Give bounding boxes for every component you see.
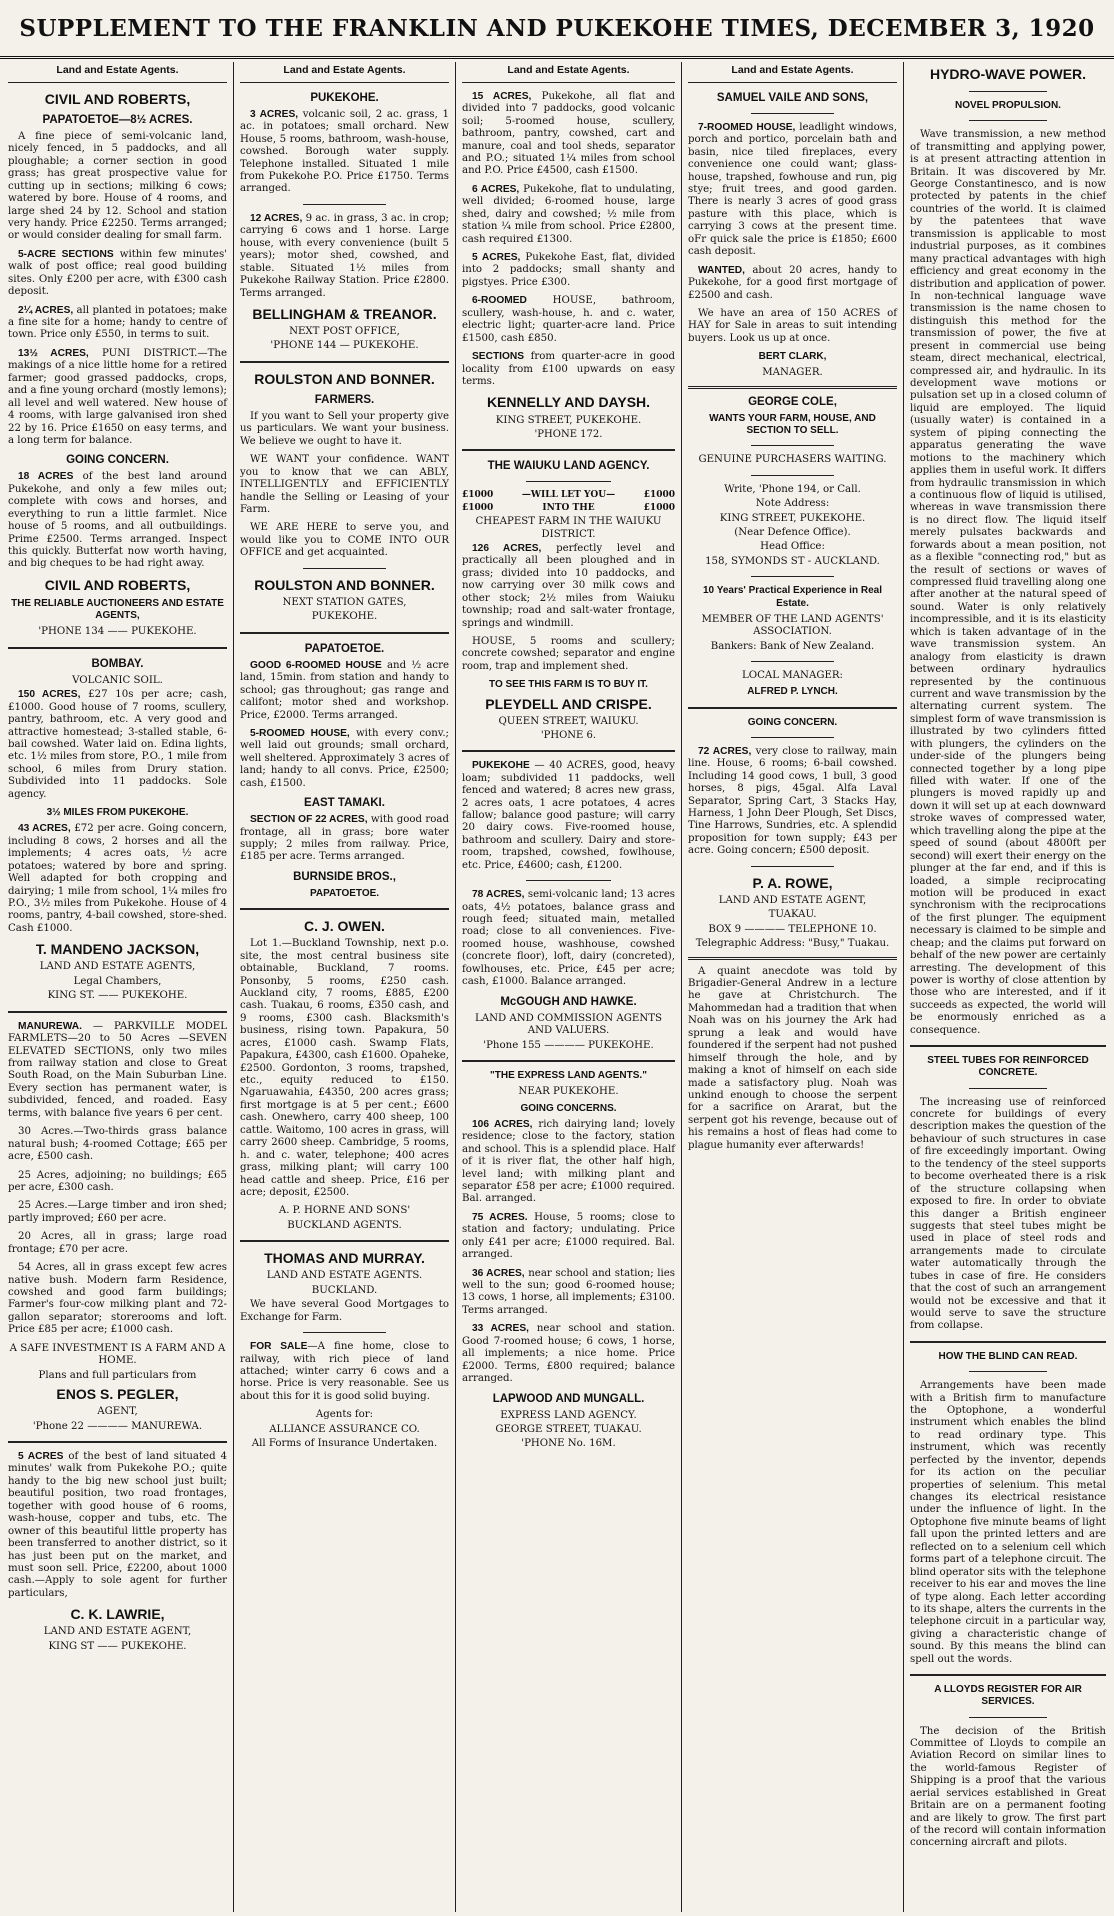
firm-tagline: EXPRESS LAND AGENCY. (500, 1409, 637, 1421)
divider (969, 91, 1047, 92)
ad-lead: 13½ ACRES, (18, 347, 89, 359)
pleydell-ad (462, 459, 675, 742)
ad-text: from quarter-acre in good locality from £100 upwards on easy terms. (462, 351, 675, 387)
ad-paragraph (8, 689, 227, 801)
firm-tagline: Legal Chambers, (73, 975, 162, 987)
column-5 (904, 62, 1112, 1912)
article-title: A LLOYDS REGISTER FOR AIR SERVICES. (934, 1684, 1082, 1708)
ad-lead: 12 ACRES, (250, 212, 303, 224)
ad-lead: 6-ROOMED (472, 295, 527, 307)
ad-text: PUNI DISTRICT.—The makings of a nice little home for a retired farmer; good grassed paddocks, crops, and a fine young orchard (mostly lemons); all level and well watered. New house of 4 rooms, with large galvanised iron shed 22 by 16. Price £1650 on easy terms, and a long term for balance. (8, 347, 227, 446)
firm-tagline: LAND AND ESTATE AGENTS, (39, 961, 196, 973)
ad-paragraph (462, 1119, 675, 1206)
ad-paragraph: A fine piece of semi-volcanic land, nicely fenced, in 5 paddocks, and all ploughable; a corner section in good grass; has great prospective value for cutting up in sections; milking 6 cows; watered by bore. House of 4 rooms, and large shed 24 by 12. School and station very handy. Price £2250. Terms arranged; or would consider dealing for small farm. (8, 130, 227, 242)
ad-paragraph (8, 823, 227, 935)
rowe-ad (688, 717, 897, 951)
manager-name: BERT CLARK, (758, 351, 827, 363)
ad-paragraph (240, 814, 449, 864)
firm-name: CIVIL AND ROBERTS, (44, 90, 191, 107)
article-title: HYDRO-WAVE POWER. (929, 66, 1087, 82)
ad-subheading: GOING CONCERNS. (520, 1102, 617, 1114)
firm-phone: 'PHONE 144 — PUKEKOHE. (270, 340, 419, 352)
amount-row (462, 503, 675, 514)
firm-tagline: LAND AND ESTATE AGENT, (718, 894, 867, 906)
divider (8, 1441, 227, 1443)
firm-phone: 'PHONE 6. (540, 730, 597, 742)
ad-lead: 2¼ ACRES, (18, 304, 74, 316)
firm-name: LAPWOOD AND MUNGALL. (492, 1392, 645, 1405)
ad-slogan: GENUINE PURCHASERS WAITING. (698, 454, 887, 466)
divider (969, 1088, 1047, 1089)
ad-lead: 3 ACRES, (250, 108, 299, 120)
cole-ad (688, 395, 897, 699)
firm-name: A. P. HORNE AND SONS' (278, 1205, 411, 1217)
ad-paragraph (462, 295, 675, 345)
firm-address: KING ST —— PUKEKOHE. (48, 1640, 187, 1652)
ad-lead: MANUREWA. (18, 1020, 82, 1032)
ad-lead: 78 ACRES, (472, 889, 525, 901)
ad-subheading: FARMERS. (314, 393, 375, 406)
ad-text: —A fine home, close to railway, with rich piece of land attached; winter carry 6 cows and a horse. Price is very reasonable. See us about this for it is good solid buying. (240, 1341, 449, 1402)
ad-text: leadlight windows, porch and portico, porcelain bath and basin, nice tiled fireplaces, every convenience one could want; glass-house, trapshed, fowhouse and run, pig stye; fruit trees, and good garden. There is nearly 3 acres of good grass pasture with this place, which is carrying 3 cows at the present time. oFr quick sale the price is £1850; £600 cash deposit. (688, 121, 897, 258)
ad-paragraph (462, 91, 675, 178)
firm-name: T. MANDENO JACKSON, (35, 941, 200, 958)
ad-paragraph: 54 Acres, all in grass except few acres native bush. Modern farm Residence, cowshed and good farm buildings; Farmer's four-cow milking plant and 72-gallon separator; storerooms and loft. Price £85 per acre; £1000 cash. (8, 1262, 227, 1336)
divider (910, 1674, 1106, 1676)
ad-text: with every conv.; well laid out grounds; small orchard, well sheltered. Approximately 3 acres of land; handy to all convs. Price, £2500; cash, £1500. (240, 727, 449, 789)
ad-paragraph (462, 1212, 675, 1262)
ad-subheading: PAPATOETOE. (304, 642, 385, 655)
ad-text: and ½ acre land, 15min. from station and handy to school; gas throughout; gas range and califont; motor shed and workshop. Price, £2000. Terms arranged. (240, 659, 449, 721)
divider (8, 1011, 227, 1013)
firm-name: PLEYDELL AND CRISPE. (485, 695, 652, 712)
firm-address: KING ST. —— PUKEKOHE. (47, 990, 188, 1002)
ad-subheading: 3½ MILES FROM PUKEKOHE. (46, 807, 189, 819)
thomas-murray-ad (240, 1250, 449, 1450)
ad-subheading: "THE EXPRESS LAND AGENTS." (490, 1069, 647, 1081)
firm-phone: Telegraphic Address: "Busy," Tuakau. (695, 938, 890, 950)
article-paragraph: A quaint anecdote was told by Brigadier-General Andrew in a lecture he gave at Christchurch. The Mahommedan had a tradition that when Noah was on his journey the Ark had sprung a leak and would have foundered if the serpent had not pushed himself through the hole, and by making a knot of himself on each side made a satisfactory plug. Noah was unkind enough to choose the serpent for a sacrifice on Ararat, but the serpent got his revenge, because out of his remains a host of fleas had come to plague humanity ever afterwards! (688, 965, 897, 1151)
firm-address: BUCKLAND. (311, 1284, 378, 1296)
firm-name: CIVIL AND ROBERTS, (44, 576, 191, 593)
ad-subheading: GOING CONCERN. (747, 716, 838, 728)
firm-tagline: LAND AND ESTATE AGENTS. (266, 1270, 423, 1282)
firm-address: KING STREET, PUKEKOHE. (719, 512, 866, 524)
article-paragraph: Wave transmission, a new method of transmitting and applying power, is at present attracting attention in Britain. It was discovered by Mr. George Constantinesco, and is now protected by patents in the chief countries of the world. It is claimed by the patentees that wave transmission is applicable to most industrial purposes, as it combines many practical advantages with high efficiency and great economy in the distribution and application of power. In non-technical language wave transmission is the name chosen to distinguish this method for the transmission of power, the five at present in commercial use being steam, direct mechanical, electrical, compressed air, and hydraulic. In its development wave motions or pulsation set up in a closed column of liquid are employed. The liquid (usually water) is contained in a system of piping connecting the apparatus generating the wave motions to the machinery which applies them in useful work. It differs from hydraulic transmission in which a continuous flow of liquid is utilised, whereas in wave transmission there is no direct flow. The liquid itself merely pulsates backwards and forwards about a mean position, not as a flexible "connecting rod," but as the result of sections or waves of compressed fluid travelling along one after another at the natural speed of sound. Water is only relatively incompressible, and it is its elasticity which is taken advantage of in the wave transmission system. An analogy from elasticity is drawn between ordinary hydraulics represented by the continuous current and wave transmission by the alternating current system. The simplest form of wave transmission is illustrated by two cylinders fitted with plungers, the cylinders on the under-side of the plungers being connected together by a long pipe filled with water. If one of the plungers is moved rapidly up and down it will set up at each downward stroke waves of compressed water, which travelling along the pipe at the speed of sound (about 4800ft per second) will exert their energy on the plunger at the far end, and if this is loaded, a simple reciprocating motion will be produced in exact synchronism with the reciprocations of the first plunger. The equipment necessary is claimed to be simple and cheap; and the claims put forward on behalf of the new power are certainly arresting. The development of this power is worthy of close attention by those who are interested, and if it succeeds as expected, the world will be enormously enriched as a consequence. (910, 129, 1106, 1036)
firm-address: QUEEN STREET, WAIUKU. (498, 715, 639, 727)
firm-address: TUAKAU. (768, 909, 817, 921)
bellingham-ad (240, 91, 449, 353)
ad-paragraph: 25 Acres, adjoining; no buildings; £65 per acre, £300 cash. (8, 1169, 227, 1193)
ad-paragraph (688, 265, 897, 302)
ad-text: LOCAL MANAGER: (741, 670, 843, 682)
ad-lead: 5-ROOMED HOUSE, (250, 727, 350, 739)
article-title: HOW THE BLIND CAN READ. (938, 1350, 1078, 1362)
ad-paragraph (462, 889, 675, 989)
amount: £1000 (643, 490, 675, 501)
ad-paragraph: We have several Good Mortgages to Exchange for Farm. (240, 1299, 449, 1323)
divider (303, 568, 387, 569)
ad-lead: 18 ACRES (18, 471, 74, 483)
divider (969, 1371, 1047, 1372)
ad-text: Pukekohe, flat to undulating, well divided; 6-roomed house, large shed, dairy and cowshed; ½ mile from station ¼ mile from school. Price £2800, cash required £1300. (462, 183, 675, 245)
divider (462, 1060, 675, 1062)
ad-text: near school and station; lies well to the sun; good 6-roomed house; 13 cows, 1 horse, all implements; £3100. Terms arranged. (462, 1267, 675, 1316)
ad-lead: 7-ROOMED HOUSE, (698, 121, 796, 133)
divider (8, 647, 227, 649)
columns (2, 62, 1112, 1912)
firm-tagline: THE RELIABLE AUCTIONEERS AND ESTATE AGENTS, (11, 597, 224, 622)
ad-text: House, 5 rooms; close to station and factory; undulating. Price only £41 per acre; £1000 required. Bal. arranged. (462, 1211, 675, 1261)
firm-name: BELLINGHAM & TREANOR. (252, 305, 437, 322)
ad-paragraph: 20 Acres, all in grass; large road frontage; £70 per acre. (8, 1231, 227, 1255)
firm-address: KING STREET, PUKEKOHE. (495, 414, 642, 426)
ad-lead: 126 ACRES, (472, 542, 542, 554)
firm-name: McGOUGH AND HAWKE. (500, 995, 637, 1008)
lloyds-article (910, 1684, 1106, 1850)
firm-name: BURNSIDE BROS., (293, 870, 396, 883)
pegler-ad (8, 1021, 227, 1433)
ad-text: Note Address: (755, 498, 830, 510)
article-subtitle: NOVEL PROPULSION. (955, 100, 1061, 112)
firm-phone: 'Phone 22 ———— MANUREWA. (32, 1420, 203, 1432)
ad-text: all planted in potatoes; make a fine site for a home; handy to centre of town. Price only £550, in terms to suit. (8, 304, 227, 341)
ad-text: £72 per acre. Going concern, including 8 cows, 2 horses and all the implements; 4 acres oats, ½ acre potatoes; watered by bore and spring. Well adapted for both cropping and dairying; 1 mile from school, 1¼ miles fro P.O., 3½ miles from Pukekohe. House of 4 rooms, pantry, 4-bail cowshed, store-shed. Cash £1000. (8, 823, 227, 934)
ad-paragraph (240, 660, 449, 722)
column-3 (456, 62, 682, 1912)
ad-text: of the best of land situated 4 minutes' walk from Pukekohe P.O.; quite handy to the big new school just built; beautiful position, two road frontages, together with good house of 6 rooms, wash-house, copper and tubs, etc. The owner of this beautiful little property has been transferred to another district, so it has just been put on the market, and must soon sell. Price, £2200, about 1000 cash.—Apply to sole agent for further particulars, (8, 1451, 227, 1599)
firm-name: SAMUEL VAILE AND SONS, (716, 91, 869, 104)
roulston-bonner-ad (240, 371, 449, 624)
ad-text: within few minutes' walk of post office; real good building sites. Only £200 per acre, with £300 cash deposit. (8, 248, 227, 298)
ad-text: MEMBER OF THE LAND AGENTS' ASSOCIATION. (701, 613, 884, 638)
firm-name: ROULSTON AND BONNER. (254, 576, 435, 593)
divider (688, 386, 897, 389)
ad-paragraph: If you want to Sell your property give us particulars. We want your business. We believe we ought to have it. (240, 410, 449, 447)
ad-subheading: BOMBAY. (91, 657, 144, 670)
firm-address: 158, SYMONDS ST - AUCKLAND. (705, 555, 880, 567)
divider (526, 880, 611, 881)
firm-name: P. A. ROWE, (752, 874, 833, 891)
ad-text: of the best land around Pukekohe, and only a few miles out; complete with cows and horses, and everything to run a little farmlet. Nice house of 5 rooms, and all outbuildings. Prime £2500. Terms arranged. Inspect this quickly. Butterfat now worth having, and big cheques to be had right away. (8, 471, 227, 570)
divider (751, 475, 835, 476)
column-header: Land and Estate Agents. (688, 62, 897, 83)
ad-slogan: WANTS YOUR FARM, HOUSE, AND SECTION TO SELL. (709, 412, 876, 437)
burnside-ad (240, 642, 449, 900)
column-header: Land and Estate Agents. (8, 62, 227, 83)
ad-text: Write, 'Phone 194, or Call. (724, 483, 861, 495)
ad-slogan: TO SEE THIS FARM IS TO BUY IT. (489, 679, 648, 691)
amount-row (462, 490, 675, 501)
firm-name: THOMAS AND MURRAY. (264, 1250, 425, 1267)
divider (240, 1240, 449, 1242)
column-2 (234, 62, 456, 1912)
ad-paragraph: Lot 1.—Buckland Township, next p.o. site, the most central business site obtainable, Buckland, 7 rooms. Ponsonby, 5 rooms, £250 cash. Auckland city, 7 rooms, £885, £200 cash. Tuakau, 6 rooms, £350 cash, and 9 rooms, £300 cash. Blacksmith's business, rising town. Papakura, 50 acres, £1000 cash. Swamp Flats, Papakura, £4300, cash £1600. Opaheke, £2500. Gordonton, 3 rooms, trapshed, etc., equity reduced to £150. Ngaruawahia, £4350, 200 acres grass; first mortgage is at 5 per cent.; £600 cash. Onewhero, carry 400 sheep, 100 cattle. Waitomo, 100 acres in grass, will carry 2600 sheep. Cambridge, 5 rooms, h. and c. water, telephone; 400 acres grass, milking plant; will carry 100 head cattle and sheep. Price, £16 per acre; deposit, £2500. (240, 938, 449, 1198)
ad-text: Head Office: (760, 541, 825, 553)
kennelly-ad (462, 91, 675, 441)
divider (688, 957, 897, 960)
ad-subheading: VOLCANIC SOIL. (72, 674, 163, 686)
ad-slogan: 10 Years' Practical Experience in Real Estate. (703, 585, 882, 609)
ad-lead: 106 ACRES, (472, 1118, 533, 1130)
manager-title: MANAGER. (762, 367, 823, 379)
ad-paragraph (240, 109, 449, 196)
column-header: Land and Estate Agents. (462, 62, 675, 83)
owen-ad (240, 918, 449, 1232)
column-header: Land and Estate Agents. (240, 62, 449, 83)
ad-paragraph: WE ARE HERE to serve you, and would like you to COME INTO OUR OFFICE and get acquainted. (240, 522, 449, 559)
ad-paragraph (462, 252, 675, 289)
ad-paragraph (462, 760, 675, 872)
article-paragraph: Arrangements have been made with a British firm to manufacture the Optophone, a wonderful instrument which enables the blind to read ordinary type. This instrument, which was recently perfected by the inventor, depends for its action on the peculiar properties of selenium. This metal changes its electrical resistance under the influence of light. In the Optophone five minute beams of light fall upon the printed letters and are reflected on to a selenium cell which forms part of a telephone circuit. The blind operator sits with the telephone receiver to his ear and moves the line of type along. Each letter according to its shape, alters the currents in the telephone circuit in a particular way, giving a characteristic change of sound. By this means the blind can spell out the words. (910, 1380, 1106, 1665)
firm-name: C. K. LAWRIE, (70, 1606, 165, 1623)
firm-address: (Near Defence Office). (734, 527, 851, 539)
ad-text: All Forms of Insurance Undertaken. (251, 1438, 438, 1450)
ad-lead: 5 ACRES (18, 1451, 64, 1463)
ad-subheading: PUKEKOHE. (310, 91, 379, 104)
divider (303, 204, 387, 205)
ad-text: rich dairying land; lovely residence; close to the factory, station and school. This is a splendid place. Half of it is river flat, the other half high, level land; with milking plant and separator £58 per acre; £1000 required. Bal. arranged. (462, 1118, 675, 1205)
divider (462, 449, 675, 451)
divider (526, 481, 611, 482)
ad-lead: 33 ACRES, (472, 1323, 529, 1335)
ad-paragraph (8, 249, 227, 299)
ad-paragraph (240, 1341, 449, 1403)
ad-paragraph: HOUSE, 5 rooms and scullery; concrete cowshed; separator and engine room, trap and implement shed. (462, 636, 675, 672)
lawrie-ad (8, 1451, 227, 1653)
firm-name: KENNELLY AND DAYSH. (486, 394, 651, 411)
masthead-title: SUPPLEMENT TO THE FRANKLIN AND PUKEKOHE TIMES, DECEMBER 3, 1920 (19, 14, 1095, 42)
ad-paragraph (462, 1323, 675, 1385)
ad-paragraph (462, 184, 675, 246)
divider (910, 1045, 1106, 1047)
ad-lead: PUKEKOHE (472, 760, 530, 772)
ad-lead: 5 ACRES, (472, 252, 521, 264)
ad-lead: SECTION OF 22 ACRES, (250, 814, 368, 826)
ad-paragraph (462, 543, 675, 630)
ad-paragraph (688, 746, 897, 858)
divider (751, 576, 835, 577)
ad-lead: 6 ACRES, (472, 183, 520, 195)
ad-subheading: NEAR PUKEKOHE. (518, 1086, 619, 1098)
divider (910, 1341, 1106, 1343)
firm-phone: 'PHONE 172. (534, 428, 603, 440)
divider (303, 1332, 387, 1333)
ad-text: near school and station. Good 7-roomed house; 6 cows, 1 horse, all implements; a nice home. Price £2000. Terms, £800 required; balance arranged. (462, 1323, 675, 1385)
divider (751, 113, 835, 114)
divider (751, 866, 835, 867)
ad-paragraph (8, 1451, 227, 1600)
amount: £1000 (462, 490, 494, 501)
ad-paragraph: WE WANT your confidence. WANT you to know that we can ABLY, INTELLIGENTLY and EFFICIENTLY handle the Selling or Leasing of your Farm. (240, 454, 449, 516)
ad-text: perfectly level and practically all been ploughed and in grass; divided into 10 paddocks, and now carrying over 30 milk cows and other stock; 2½ miles from Waiuku township; road and salt-water frontage, springs and windmill. (462, 542, 675, 629)
firm-phone: BOX 9 ———— TELEPHONE 10. (708, 923, 877, 935)
firm-address: PUKEKOHE. (311, 611, 378, 623)
ad-lead: SECTIONS (472, 351, 525, 363)
ad-text: INTO THE (542, 503, 595, 514)
vaile-ad (688, 91, 897, 380)
ad-text: — 40 ACRES, good, heavy loam; subdivided 11 paddocks, well fenced and watered; 8 acres new grass, 2 acres oats, 1 acre potatoes, 4 acres fallow; balance good pasture; will carry 20 dairy cows. Five-roomed house, bathroom and scullery. Dairy and store-room, trapshed, cowshed, fowlhouse, etc. Price, £4600; cash, £1200. (462, 760, 675, 871)
ad-text: volcanic soil, 2 ac. grass, 1 ac. in potatoes; small orchard. New House, 5 rooms, bathroom, wash-house, cowshed. Borough water supply. Telephone installed. Situated 1 mile from Pukekohe P.O. Price £1750. Terms arranged. (240, 108, 449, 195)
firm-address: NEXT STATION GATES, (282, 596, 407, 608)
ad-slogan: CHEAPEST FARM IN THE WAIUKU DISTRICT. (475, 516, 662, 540)
divider (240, 908, 449, 910)
firm-tagline: LAND AND COMMISSION AGENTS AND VALUERS. (474, 1012, 663, 1037)
manager-name: ALFRED P. LYNCH. (747, 686, 838, 698)
divider (462, 750, 675, 752)
divider (969, 1717, 1047, 1718)
divider (751, 445, 835, 446)
ad-lead: 15 ACRES, (472, 90, 532, 102)
steel-tubes-article (910, 1055, 1106, 1333)
hydro-wave-article (910, 66, 1106, 1037)
ad-text: Bankers: Bank of New Zealand. (710, 640, 875, 652)
ad-paragraph: 25 Acres.—Large timber and iron shed; partly improved; £60 per acre. (8, 1200, 227, 1224)
ad-text: — PARKVILLE MODEL FARMLETS—20 to 50 Acres —SEVEN ELEVATED SECTIONS, only two miles from railway station and close to Great South Road, on the Main Suburban Line. Every section has permanent water, is subdivided, fenced, and roaded. Easy terms, with balance five years 6 per cent. (8, 1020, 227, 1119)
ad-paragraph (8, 305, 227, 342)
lapwood-ad (462, 1070, 675, 1451)
firm-address: NEXT POST OFFICE, (289, 326, 400, 338)
firm-tagline: LAND AND ESTATE AGENT, (43, 1626, 192, 1638)
firm-tagline: BUCKLAND AGENTS. (287, 1219, 402, 1231)
firm-address: GEORGE STREET, TUAKAU. (495, 1424, 642, 1435)
column-4 (682, 62, 904, 1912)
firm-name: GEORGE COLE, (748, 395, 837, 408)
divider (751, 737, 835, 738)
firm-tagline: AGENT, (97, 1406, 138, 1418)
divider (969, 120, 1047, 121)
ad-subheading: PAPATOETOE—8½ ACRES. (42, 113, 193, 126)
ad-lead: WANTED, (698, 264, 745, 276)
ad-text: Pukekohe, all flat and divided into 7 paddocks, good volcanic soil; 5-roomed house, scullery, bathroom, pantry, cowshed, cart and manure, coal and tool sheds, separator and P.O.; situated 1¼ miles from school and P.O. Price £4500, cash £1500. (462, 90, 675, 177)
ad-text: —WILL LET YOU— (521, 490, 616, 501)
ad-paragraph (8, 471, 227, 571)
ad-paragraph: We have an area of 150 ACRES of HAY for Sale in areas to suit intending buyers. Look us up at once. (688, 307, 897, 344)
amount: £1000 (643, 503, 675, 514)
firm-name: ROULSTON AND BONNER. (254, 370, 435, 387)
column-1 (2, 62, 234, 1912)
ad-text: HOUSE, bathroom, scullery, wash-house, h. and c. water, electric light; quarter-acre land. Price £1500, cash £850. (462, 295, 675, 344)
divider (240, 632, 449, 634)
ad-text: Plans and full particulars from (38, 1369, 197, 1381)
ad-text: about 20 acres, handy to Pukekohe, for a good first mortgage of £2500 and cash. (688, 264, 897, 301)
firm-phone: 'PHONE No. 16M. (521, 1438, 616, 1450)
ad-paragraph: 30 Acres.—Two-thirds grass balance natural bush; 4-roomed Cottage; £65 per acre, £500 cash. (8, 1126, 227, 1163)
ad-paragraph (462, 351, 675, 388)
ad-lead: 75 ACRES. (472, 1211, 528, 1223)
ad-lead: 150 ACRES, (18, 689, 81, 701)
firm-phone: 'Phone 155 ———— PUKEKOHE. (483, 1039, 654, 1051)
ad-paragraph (8, 1021, 227, 1121)
mandeno-jackson-ad (8, 657, 227, 1003)
ad-text: Pukekohe East, flat, divided into 2 paddocks; small shanty and pigstyes. Price £300. (462, 252, 676, 288)
firm-name: ALLIANCE ASSURANCE CO. (269, 1423, 420, 1435)
anecdote-article (688, 966, 897, 1153)
firm-address: PAPATOETOE. (309, 887, 380, 899)
divider (688, 707, 897, 709)
firm-phone: 'PHONE 134 —— PUKEKOHE. (38, 626, 197, 638)
firm-name: ENOS S. PEGLER, (56, 1386, 179, 1403)
ad-lead: 36 ACRES, (472, 1267, 525, 1279)
ad-lead: GOOD 6-ROOMED HOUSE (250, 659, 382, 671)
ad-paragraph (688, 122, 897, 259)
divider (751, 661, 835, 662)
ad-paragraph (240, 728, 449, 790)
ad-text: 9 ac. in grass, 3 ac. in crop; carrying 6 cows and 1 horse. Large house, with every convenience (built 5 years); motor shed, cowshed, and stable. Situated 1½ miles from Pukekohe Railway Station. Price £2800. Terms arranged. (240, 212, 449, 299)
ad-text: very close to railway, main line. House, 6 rooms; 6-bail cowshed. Including 14 good cows, 1 bull, 3 good horses, 8 pigs, 45gal. Alfa Laval Separator, Spring Cart, 3 Stacks Hay, Harness, 1 John Deer Plough, Set Discs, Tine Harrows, Sundries, etc. A splendid proposition for town supply; £43 per acre. Going concern; £500 deposit. (688, 745, 898, 857)
article-paragraph: The decision of the British Committee of Lloyds to compile an Aviation Record on similar lines to the world-famous Register of Shipping is a proof that the various aerial services established in Great Britain are on a permanent footing and are likely to grow. The first part of the record will contain information concerning aircraft and pilots. (910, 1725, 1106, 1849)
ad-paragraph (240, 213, 449, 300)
ad-paragraph (8, 348, 227, 448)
ad-lead: 72 ACRES, (698, 745, 752, 757)
divider (240, 361, 449, 363)
ad-text: Agents for: (315, 1409, 374, 1421)
ad-lead: FOR SALE (250, 1341, 308, 1353)
article-paragraph: The increasing use of reinforced concrete for buildings of every description makes the question of the behaviour of such structures in case of fire exceedingly important. Owing to the tendency of the steel supports to become overheated there is a risk of the structure collapsing when exposed to fire. In order to obviate this danger a British engineer suggests that steel tubes might be used in place of steel rods and arrangements made to circulate water automatically through the tubes in case of fire. He considers that the cost of such an arrangement would not be excessive and that it would serve to save the structure from collapse. (910, 1096, 1106, 1332)
ad-slogan: A SAFE INVESTMENT IS A FARM AND A HOME. (9, 1342, 226, 1367)
ad-text: £27 10s per acre; cash, £1000. Good house of 7 rooms, scullery, pantry, bathroom, etc. A very good and attractive homestead; 3-stalled stable, 6-bail cowshed. Water laid on. Edina lights, etc. 1½ miles from store, P.O., 1 mile from school, 6 miles from Drury station. Subdivided into 11 paddocks. Sole agency. (8, 689, 227, 800)
article-title: STEEL TUBES FOR REINFORCED CONCRETE. (927, 1055, 1089, 1079)
ad-subheading: THE WAIUKU LAND AGENCY. (487, 460, 650, 473)
ad-subheading: EAST TAMAKI. (304, 797, 385, 810)
ad-lead: 5-ACRE SECTIONS (18, 248, 114, 260)
ad-text: semi-volcanic land; 13 acres oats, 4½ potatoes, balance grass and rough feed; situated main, metalled road; close to all conveniences. Five-roomed house, washhouse, cowshed (concrete floor), loft, dairy (concreted), fowlhouses, etc. Price, £45 per acre; cash, £1000. Balance arranged. (462, 889, 675, 988)
amount: £1000 (462, 503, 494, 514)
ad-text: with good road frontage, all in grass; bore water supply; 2 miles from railway. Price, £185 per acre. Terms arranged. (240, 814, 449, 863)
ad-lead: 43 ACRES, (18, 823, 71, 835)
ad-subheading: GOING CONCERN. (66, 454, 169, 467)
blind-read-article (910, 1351, 1106, 1666)
masthead (0, 0, 1114, 59)
firm-name: C. J. OWEN. (304, 918, 385, 935)
civil-roberts-ad (8, 91, 227, 639)
ad-paragraph (462, 1268, 675, 1318)
mcgough-ad (462, 760, 675, 1052)
